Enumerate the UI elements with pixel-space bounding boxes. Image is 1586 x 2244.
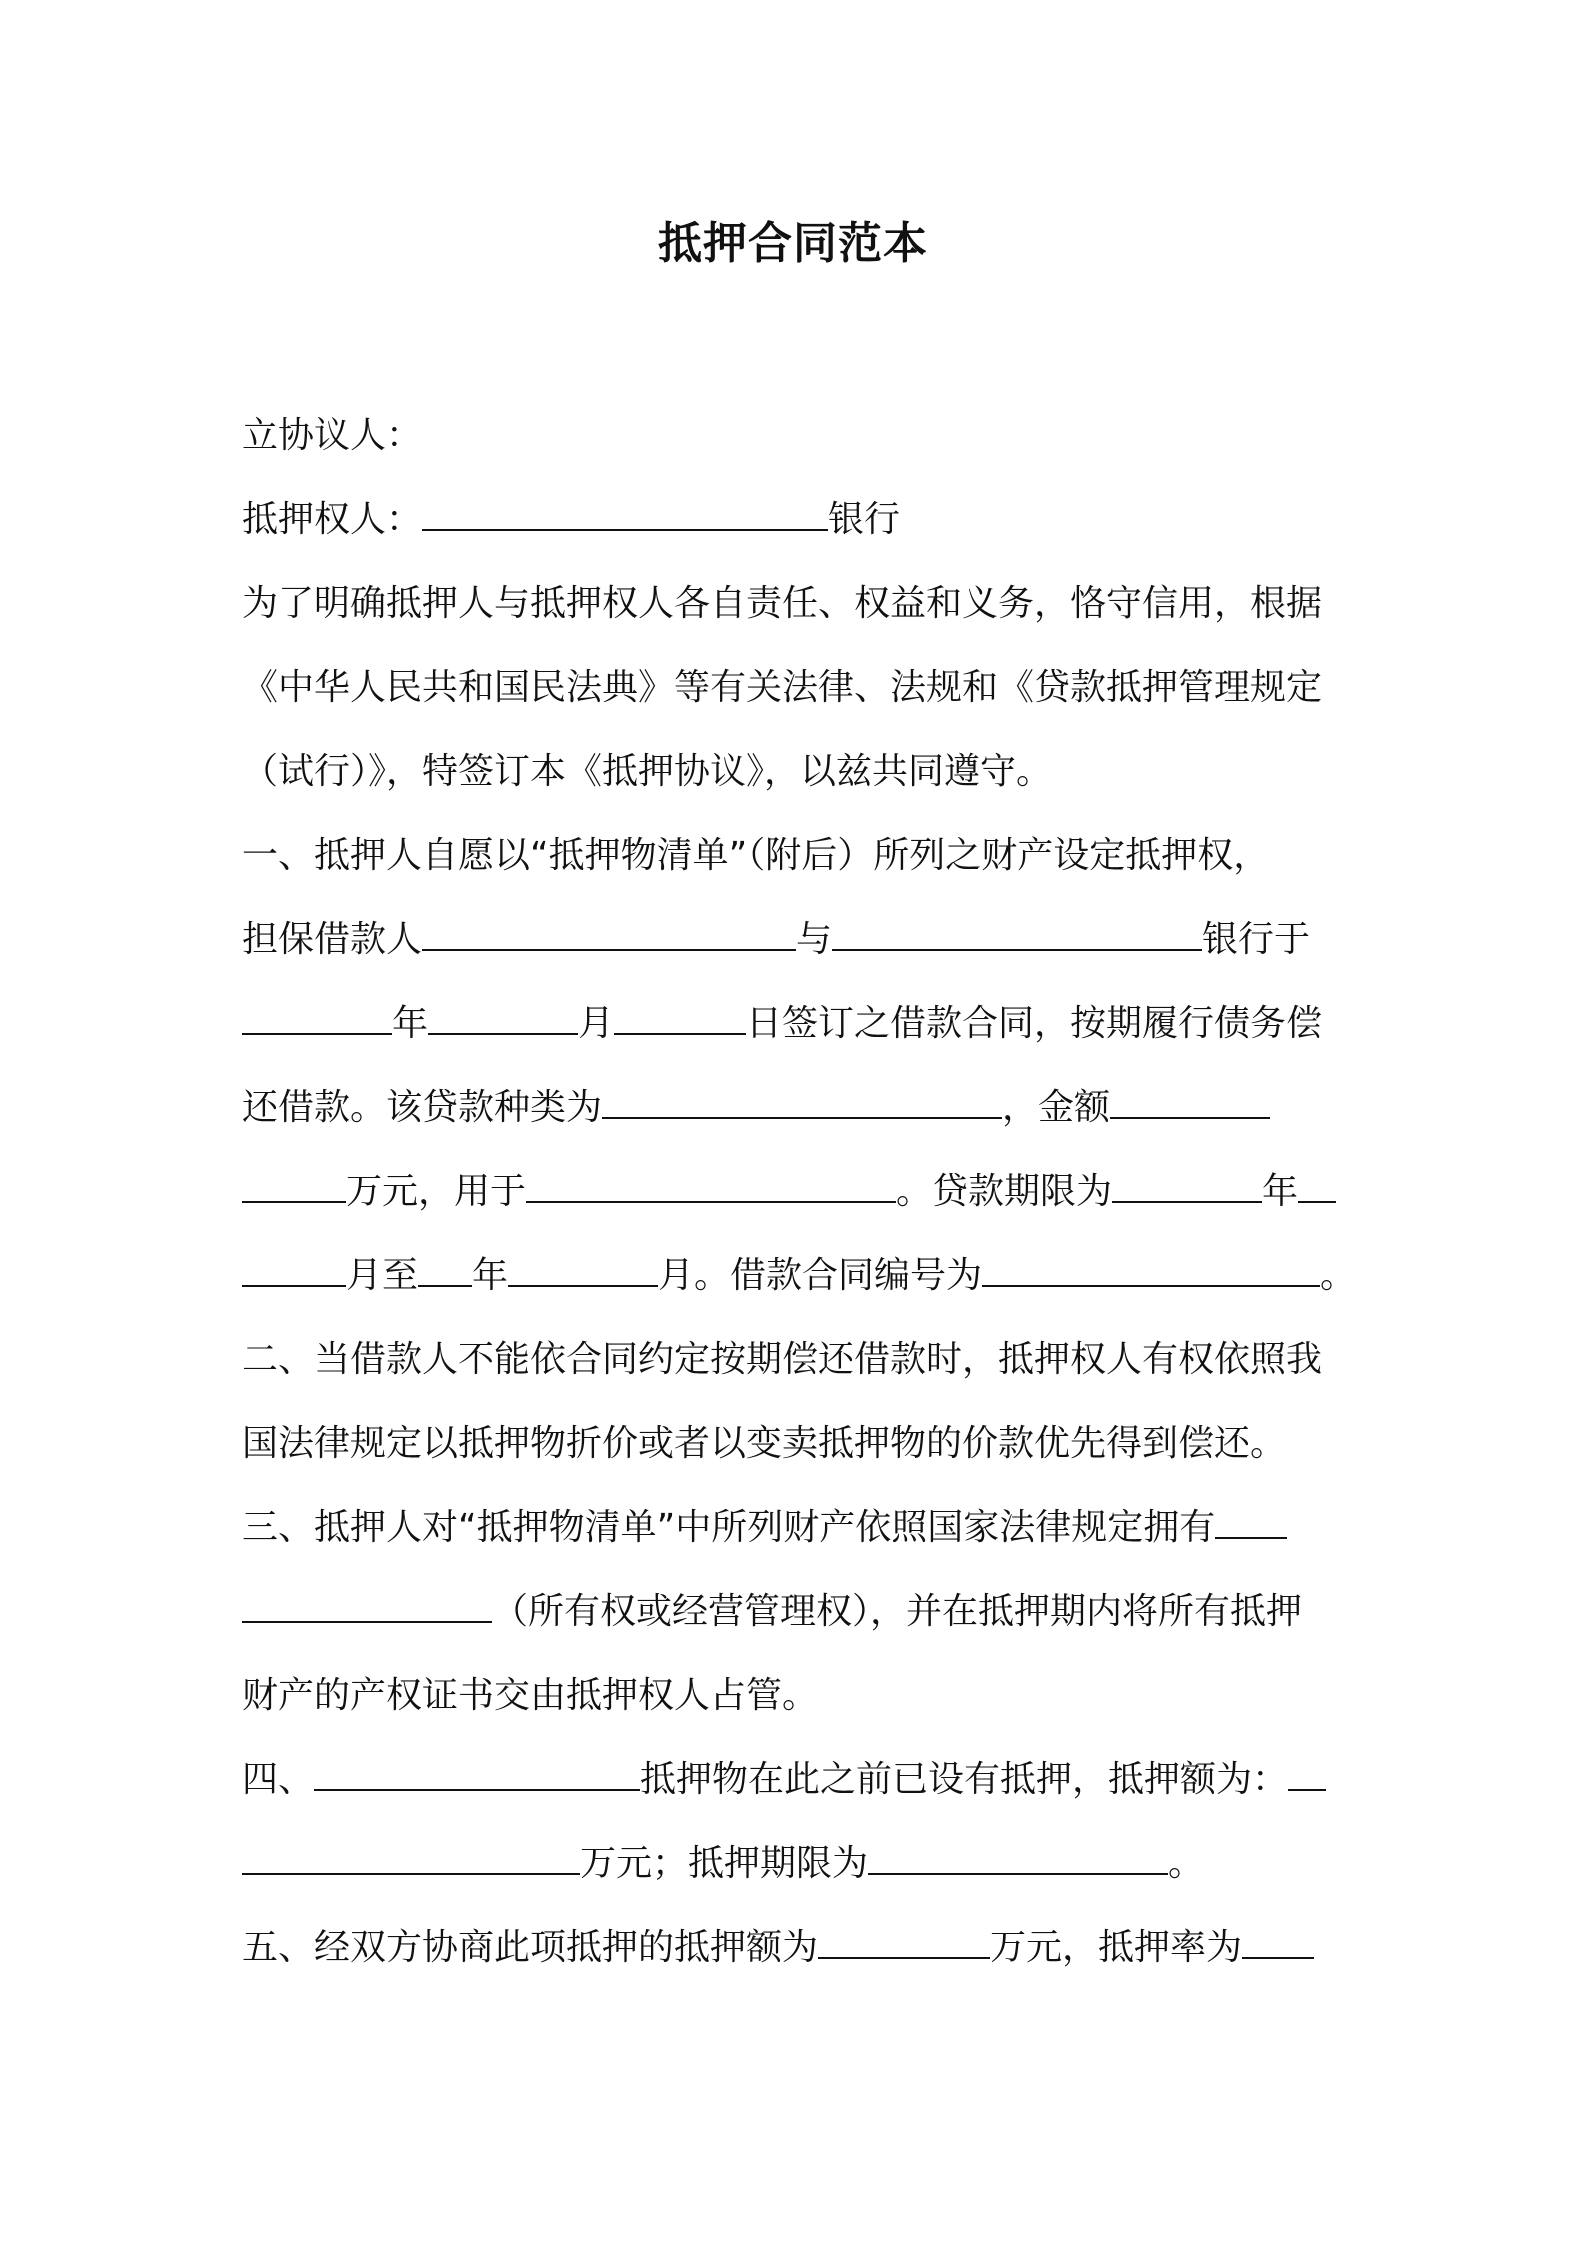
text-segment: 财产的产权证书交由抵押权人占管。	[242, 1675, 819, 1716]
clause-line-parties	[242, 406, 1362, 466]
text-segment: 抵押权人：	[242, 499, 423, 540]
text-segment: 抵押物在此之前已设有抵押，抵押额为：	[640, 1759, 1289, 1800]
text-segment: 月	[578, 1003, 615, 1044]
clause-1-line-3	[242, 994, 1362, 1054]
clause-3-line-3	[242, 1666, 1362, 1726]
fill-blank	[242, 1587, 492, 1623]
text-segment: 立协议人：	[242, 415, 423, 456]
fill-blank	[242, 1251, 346, 1287]
clause-5-line-1	[242, 1918, 1362, 1978]
text-segment: 月。借款合同编号为	[658, 1255, 983, 1296]
fill-blank	[614, 999, 746, 1035]
text-segment: 一、抵押人自愿以“抵押物清单”（附后）所列之财产设定抵押权，	[242, 835, 1270, 876]
text-segment: 四、	[242, 1759, 315, 1800]
fill-blank	[1110, 1083, 1270, 1119]
clause-4-line-2	[242, 1834, 1362, 1894]
text-segment: 万元，用于	[346, 1171, 527, 1212]
clause-1-line-1	[242, 826, 1362, 886]
text-segment: 三、抵押人对“抵押物清单”中所列财产依照国家法律规定拥有	[242, 1507, 1216, 1548]
fill-blank	[422, 495, 828, 531]
fill-blank	[242, 1839, 580, 1875]
fill-blank	[428, 999, 578, 1035]
text-segment: 月至	[346, 1255, 419, 1296]
fill-blank	[242, 999, 392, 1035]
clause-line-mortgagee	[242, 490, 1362, 550]
text-segment: 日签订之借款合同，按期履行债务偿	[746, 1003, 1323, 1044]
fill-blank	[602, 1083, 1002, 1119]
clause-3-line-2	[242, 1582, 1362, 1642]
text-segment: 年	[472, 1255, 509, 1296]
text-segment: （所有权或经营管理权），并在抵押期内将所有抵押	[492, 1591, 1303, 1632]
text-segment: 银行于	[1202, 919, 1311, 960]
fill-blank	[982, 1251, 1320, 1287]
text-segment: 万元，抵押率为	[990, 1927, 1243, 1968]
text-segment: 担保借款人	[242, 919, 423, 960]
text-segment: （试行）》，特签订本《抵押协议》，以兹共同遵守。	[242, 751, 1053, 792]
clause-1-line-5	[242, 1162, 1362, 1222]
text-segment: 二、当借款人不能依合同约定按期偿还借款时，抵押权人有权依照我	[242, 1339, 1323, 1380]
clause-4-line-1	[242, 1750, 1362, 1810]
text-segment: 万元；抵押期限为	[580, 1843, 869, 1884]
fill-blank	[508, 1251, 658, 1287]
fill-blank	[1112, 1167, 1262, 1203]
fill-blank	[1242, 1923, 1314, 1959]
clause-2-line-2	[242, 1414, 1362, 1474]
fill-blank	[832, 915, 1202, 951]
text-segment: 。	[1168, 1843, 1205, 1884]
fill-blank	[418, 1251, 472, 1287]
text-segment: 银行	[828, 499, 901, 540]
clause-3-line-1	[242, 1498, 1362, 1558]
text-segment: 年	[392, 1003, 429, 1044]
fill-blank	[1215, 1503, 1287, 1539]
text-segment: 年	[1262, 1171, 1299, 1212]
fill-blank	[818, 1923, 990, 1959]
clause-1-line-6	[242, 1246, 1362, 1306]
fill-blank	[422, 915, 796, 951]
document-title: 抵押合同范本	[658, 218, 928, 269]
preamble-line-3	[242, 742, 1362, 802]
text-segment: 还借款。该贷款种类为	[242, 1087, 603, 1128]
fill-blank	[314, 1755, 640, 1791]
fill-blank	[242, 1167, 346, 1203]
fill-blank	[1288, 1755, 1326, 1791]
text-segment: 与	[796, 919, 833, 960]
text-segment: ，金额	[1002, 1087, 1111, 1128]
text-segment: 。贷款期限为	[896, 1171, 1113, 1212]
preamble-line-1	[242, 574, 1362, 634]
fill-blank	[526, 1167, 896, 1203]
text-segment: 《中华人民共和国民法典》等有关法律、法规和《贷款抵押管理规定	[242, 667, 1323, 708]
fill-blank	[868, 1839, 1168, 1875]
text-segment: 为了明确抵押人与抵押权人各自责任、权益和义务，恪守信用，根据	[242, 583, 1323, 624]
fill-blank	[1298, 1167, 1336, 1203]
clause-1-line-4	[242, 1078, 1362, 1138]
preamble-line-2	[242, 658, 1362, 718]
clause-1-line-2	[242, 910, 1362, 970]
text-segment: 国法律规定以抵押物折价或者以变卖抵押物的价款优先得到偿还。	[242, 1423, 1287, 1464]
text-segment: 五、经双方协商此项抵押的抵押额为	[242, 1927, 819, 1968]
text-segment: 。	[1320, 1255, 1357, 1296]
clause-2-line-1	[242, 1330, 1362, 1390]
